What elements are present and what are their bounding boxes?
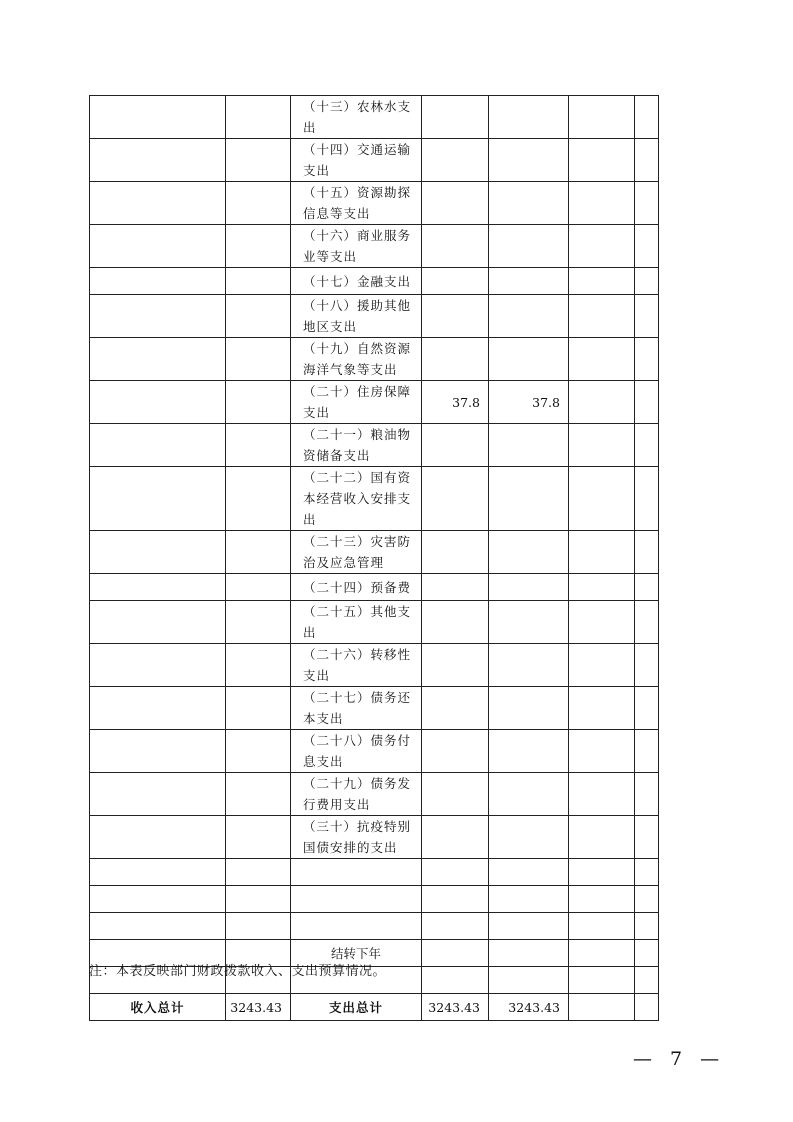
empty-cell [635,859,659,886]
expense-fund-cell [569,338,635,381]
expense-general-budget-cell [489,531,569,574]
empty-cell [226,913,291,940]
expense-total-cell [422,295,489,338]
table-row [90,687,659,730]
income-item-cell [90,96,226,139]
expense-general-budget-cell [489,467,569,531]
expense-item-cell: （十三）农林水支出 [291,96,422,139]
expense-other-cell [635,96,659,139]
expense-general-budget-cell [489,182,569,225]
income-item-cell [90,644,226,687]
income-item-cell [90,531,226,574]
expense-fund-cell [569,225,635,268]
empty-cell [226,886,291,913]
expense-fund-cell [569,730,635,773]
table-row [90,268,659,295]
expense-other-cell [635,381,659,424]
table-row [90,859,659,886]
table-row [90,424,659,467]
expense-general-budget-cell [489,424,569,467]
empty-cell [90,886,226,913]
expense-other-cell [635,531,659,574]
expense-total-cell [422,773,489,816]
income-amount-cell [226,139,291,182]
page-number: — 7 — [633,1048,726,1070]
expense-other-cell [635,601,659,644]
expense-total-label: 支出总计 [291,994,422,1021]
table-row [90,96,659,139]
expense-total-cell [422,338,489,381]
income-item-cell [90,381,226,424]
empty-cell [489,886,569,913]
income-item-cell [90,816,226,859]
expense-other-cell [635,687,659,730]
expense-general-budget-cell [489,225,569,268]
empty-cell [569,913,635,940]
expense-item-cell: （二十三）灾害防治及应急管理 [291,531,422,574]
table-row [90,913,659,940]
income-amount-cell [226,816,291,859]
expense-fund-cell [569,96,635,139]
totals-row [90,994,659,1021]
empty-cell [489,940,569,967]
expense-general-budget-cell [489,773,569,816]
expense-item-cell: （十五）资源勘探信息等支出 [291,182,422,225]
expense-total-value: 3243.43 [422,994,489,1021]
expense-other-cell [635,139,659,182]
expense-fund-cell [569,182,635,225]
expense-other-cell [635,574,659,601]
expense-fund-cell [569,773,635,816]
expense-other-cell [635,773,659,816]
expense-general-total-value: 3243.43 [489,994,569,1021]
income-amount-cell [226,730,291,773]
empty-cell [635,994,659,1021]
expense-item-cell: （二十七）债务还本支出 [291,687,422,730]
expense-general-budget-cell [489,730,569,773]
expense-general-budget-cell [489,574,569,601]
expense-general-budget-cell: 37.8 [489,381,569,424]
income-item-cell [90,295,226,338]
expense-other-cell [635,424,659,467]
income-amount-cell [226,467,291,531]
expense-fund-cell [569,574,635,601]
expense-other-cell [635,644,659,687]
expense-item-cell: （十四）交通运输支出 [291,139,422,182]
expense-total-cell [422,574,489,601]
income-item-cell [90,424,226,467]
empty-cell [90,913,226,940]
expense-fund-cell [569,644,635,687]
expense-fund-cell [569,601,635,644]
income-amount-cell [226,687,291,730]
expense-item-cell: （二十一）粮油物资储备支出 [291,424,422,467]
expense-general-budget-cell [489,96,569,139]
table-row [90,295,659,338]
expense-total-cell [422,531,489,574]
income-amount-cell [226,381,291,424]
expense-fund-cell [569,687,635,730]
empty-cell [569,967,635,994]
expense-general-budget-cell [489,268,569,295]
expense-fund-cell [569,424,635,467]
income-total-value: 3243.43 [226,994,291,1021]
empty-cell [489,859,569,886]
expense-general-budget-cell [489,139,569,182]
empty-cell [291,886,422,913]
income-item-cell [90,601,226,644]
empty-cell [635,940,659,967]
income-amount-cell [226,531,291,574]
empty-cell [569,859,635,886]
budget-table [89,95,659,1021]
expense-fund-cell [569,295,635,338]
income-item-cell [90,773,226,816]
empty-cell [226,859,291,886]
table-row [90,182,659,225]
expense-other-cell [635,295,659,338]
expense-fund-cell [569,531,635,574]
expense-item-cell: （十九）自然资源海洋气象等支出 [291,338,422,381]
empty-cell [569,886,635,913]
income-item-cell [90,268,226,295]
expense-fund-cell [569,816,635,859]
expense-item-cell: （二十六）转移性支出 [291,644,422,687]
expense-item-cell: （二十四）预备费 [291,574,422,601]
expense-item-cell: （二十八）债务付息支出 [291,730,422,773]
income-item-cell [90,574,226,601]
income-total-label: 收入总计 [90,994,226,1021]
table-row [90,381,659,424]
empty-cell [635,967,659,994]
expense-general-budget-cell [489,816,569,859]
expense-other-cell [635,816,659,859]
empty-cell [489,913,569,940]
expense-other-cell [635,225,659,268]
table-row [90,644,659,687]
expense-total-cell: 37.8 [422,381,489,424]
empty-cell [291,859,422,886]
empty-cell [291,913,422,940]
income-amount-cell [226,338,291,381]
expense-item-cell: （十八）援助其他地区支出 [291,295,422,338]
empty-cell [422,967,489,994]
table-row [90,574,659,601]
empty-cell [635,886,659,913]
expense-total-cell [422,730,489,773]
expense-item-cell: （二十二）国有资本经营收入安排支出 [291,467,422,531]
income-item-cell [90,687,226,730]
income-item-cell [90,182,226,225]
expense-other-cell [635,338,659,381]
expense-other-cell [635,268,659,295]
expense-total-cell [422,644,489,687]
expense-fund-cell [569,467,635,531]
expense-total-cell [422,601,489,644]
table-row [90,601,659,644]
expense-item-cell: （二十九）债务发行费用支出 [291,773,422,816]
table-row [90,225,659,268]
expense-total-cell [422,424,489,467]
expense-general-budget-cell [489,295,569,338]
empty-cell [90,859,226,886]
empty-cell [422,913,489,940]
table-row [90,531,659,574]
income-amount-cell [226,268,291,295]
income-amount-cell [226,295,291,338]
income-amount-cell [226,96,291,139]
income-amount-cell [226,773,291,816]
expense-item-cell: （十六）商业服务业等支出 [291,225,422,268]
table-row [90,886,659,913]
table-row [90,467,659,531]
expense-item-cell: （十七）金融支出 [291,268,422,295]
expense-total-cell [422,96,489,139]
table-row [90,816,659,859]
expense-total-cell [422,687,489,730]
income-amount-cell [226,424,291,467]
expense-other-cell [635,182,659,225]
expense-general-budget-cell [489,601,569,644]
income-amount-cell [226,225,291,268]
expense-general-budget-cell [489,644,569,687]
table-row [90,773,659,816]
expense-other-cell [635,467,659,531]
expense-fund-cell [569,268,635,295]
expense-general-budget-cell [489,687,569,730]
carry-forward-label: 结转下年 [291,940,422,967]
budget-table-body [90,96,659,1021]
expense-total-cell [422,816,489,859]
empty-cell [422,940,489,967]
income-item-cell [90,730,226,773]
income-item-cell [90,338,226,381]
expense-fund-cell [569,381,635,424]
expense-total-cell [422,182,489,225]
expense-item-cell: （三十）抗疫特别国债安排的支出 [291,816,422,859]
expense-total-cell [422,225,489,268]
income-amount-cell [226,182,291,225]
income-item-cell [90,139,226,182]
income-item-cell [90,225,226,268]
expense-item-cell: （二十）住房保障支出 [291,381,422,424]
income-amount-cell [226,574,291,601]
expense-general-budget-cell [489,338,569,381]
income-amount-cell [226,644,291,687]
empty-cell [569,994,635,1021]
expense-total-cell [422,268,489,295]
expense-other-cell [635,730,659,773]
expense-item-cell: （二十五）其他支出 [291,601,422,644]
expense-total-cell [422,467,489,531]
empty-cell [569,940,635,967]
table-note: 注：本表反映部门财政拨款收入、支出预算情况。 [89,964,387,979]
table-row [90,338,659,381]
empty-cell [489,967,569,994]
empty-cell [635,913,659,940]
empty-cell [422,859,489,886]
expense-fund-cell [569,139,635,182]
table-row [90,139,659,182]
empty-cell [422,886,489,913]
expense-total-cell [422,139,489,182]
table-row [90,730,659,773]
income-item-cell [90,467,226,531]
income-amount-cell [226,601,291,644]
